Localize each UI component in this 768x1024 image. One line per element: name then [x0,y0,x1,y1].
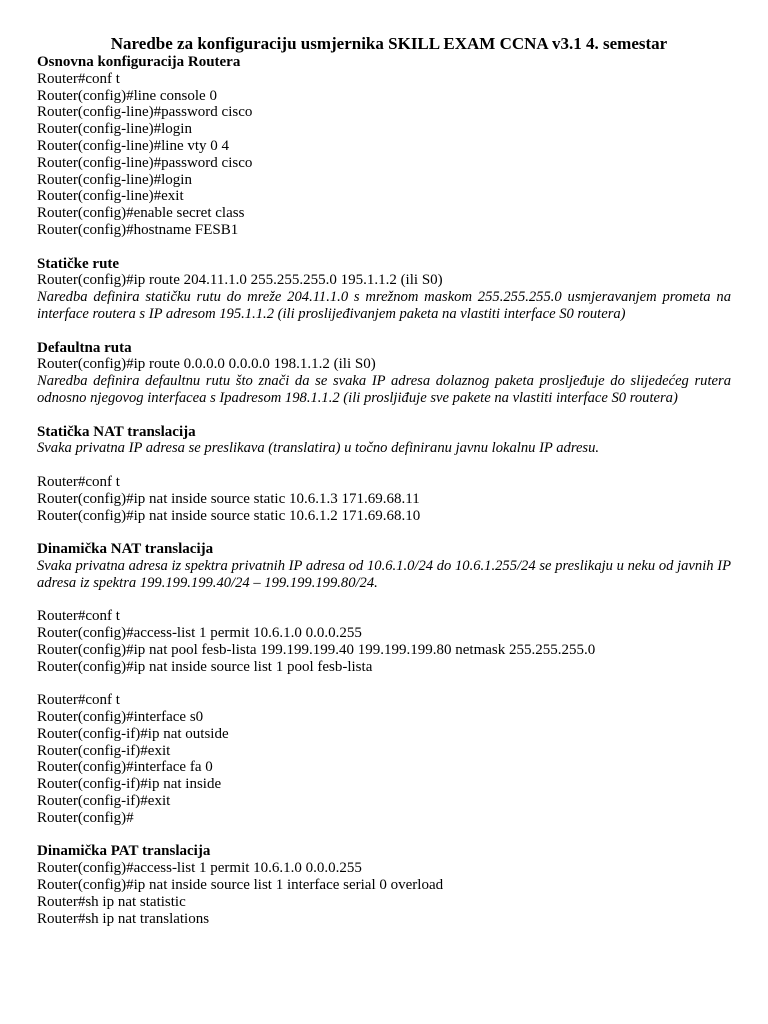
explanation-note: Naredba definira defaultnu rutu što znači da se svaka IP adresa dolaznog paketa prosljeđuje do slijedećeg rutera odnosno njegovog interfacea s Ipadresom 198.1.1.2 (ili prosljiđuje sve pakete na vlastiti interface S0 routera) [37,373,731,406]
explanation-note: Svaka privatna IP adresa se preslikava (translatira) u točno definiranu javnu lokalnu IP adresu. [37,440,600,457]
command-line: Router(config-line)#login [37,171,192,188]
command-line: Router(config)#line console 0 [37,87,217,104]
command-line: Router(config)#ip nat inside source static 10.6.1.3 171.69.68.11 [37,490,420,507]
command-line: Router(config)#ip route 0.0.0.0 0.0.0.0 198.1.1.2 (ili S0) [37,356,376,373]
explanation-note: Svaka privatna adresa iz spektra privatnih IP adresa od 10.6.1.0/24 do 10.6.1.255/24 se preslikaju u neku od javnih IP adresa iz spektra 199.199.199.40/24 – 199.199.199.80/24. [37,557,731,591]
spacer [37,827,731,844]
command-line: Router#conf t [37,473,120,490]
command-line: Router(config-if)#exit [37,742,171,759]
section-heading: Osnovna konfiguracija Routera [37,54,241,70]
section-heading: Statička NAT translacija [37,423,196,440]
document-page [37,34,731,927]
document-title: Naredbe za konfiguraciju usmjernika SKILL EXAM CCNA v3.1 4. semestar [110,34,668,53]
command-line: Router(config)#ip nat pool fesb-lista 199.199.199.40 199.199.199.80 netmask 255.255.255.0 [37,641,596,658]
command-line: Router#sh ip nat translations [37,910,210,927]
section-heading: Dinamička NAT translacija [37,541,214,558]
command-line: Router#conf t [37,70,120,87]
command-line: Router(config-line)#password cisco [37,154,253,171]
command-line: Router(config)#access-list 1 permit 10.6.1.0 0.0.0.255 [37,625,362,642]
spacer [37,323,731,340]
command-line: Router#conf t [37,608,120,625]
command-line: Router(config-line)#login [37,121,192,138]
section-heading: Dinamička PAT translacija [37,843,211,860]
command-line: Router(config-line)#exit [37,188,184,205]
command-line: Router(config)#ip nat inside source list 1 interface serial 0 overload [37,877,444,894]
spacer [37,457,731,474]
command-line: Router(config-line)#line vty 0 4 [37,137,230,154]
section-default-route [37,340,731,407]
command-line: Router(config)#ip nat inside source static 10.6.1.2 171.69.68.10 [37,507,421,524]
command-line: Router(config)# [37,809,134,826]
spacer [37,407,731,424]
spacer [37,592,731,609]
command-line: Router(config)#access-list 1 permit 10.6.1.0 0.0.0.255 [37,860,362,877]
command-line: Router(config-line)#password cisco [37,104,253,121]
section-static-nat [37,424,731,525]
command-line: Router(config)#ip route 204.11.1.0 255.255.255.0 195.1.1.2 (ili S0) [37,272,443,289]
section-heading: Defaultna ruta [37,339,132,356]
section-heading: Statičke rute [37,255,120,272]
spacer [37,675,731,692]
command-line: Router(config)#ip nat inside source list 1 pool fesb-lista [37,658,373,675]
command-line: Router#sh ip nat statistic [37,893,186,910]
command-line: Router(config)#enable secret class [37,205,245,222]
command-line: Router(config-if)#ip nat inside [37,776,222,793]
section-dynamic-nat [37,541,731,827]
command-line: Router(config)#hostname FESB1 [37,221,239,238]
section-dynamic-pat [37,843,731,927]
command-line: Router#conf t [37,692,120,709]
spacer [37,239,731,256]
command-line: Router(config)#interface s0 [37,709,204,726]
command-line: Router(config)#interface fa 0 [37,759,213,776]
command-line: Router(config-if)#exit [37,793,171,810]
spacer [37,524,731,541]
section-static-routes [37,256,731,323]
command-line: Router(config-if)#ip nat outside [37,725,229,742]
section-basic-config [37,54,731,239]
explanation-note: Naredba definira statičku rutu do mreže 204.11.1.0 s mrežnom maskom 255.255.255.0 usmjeravanjem prometa na interface routera s IP adresom 195.1.1.2 (ili proslijeđivanjem paketa na vlastiti interface S0 routera) [37,289,731,322]
